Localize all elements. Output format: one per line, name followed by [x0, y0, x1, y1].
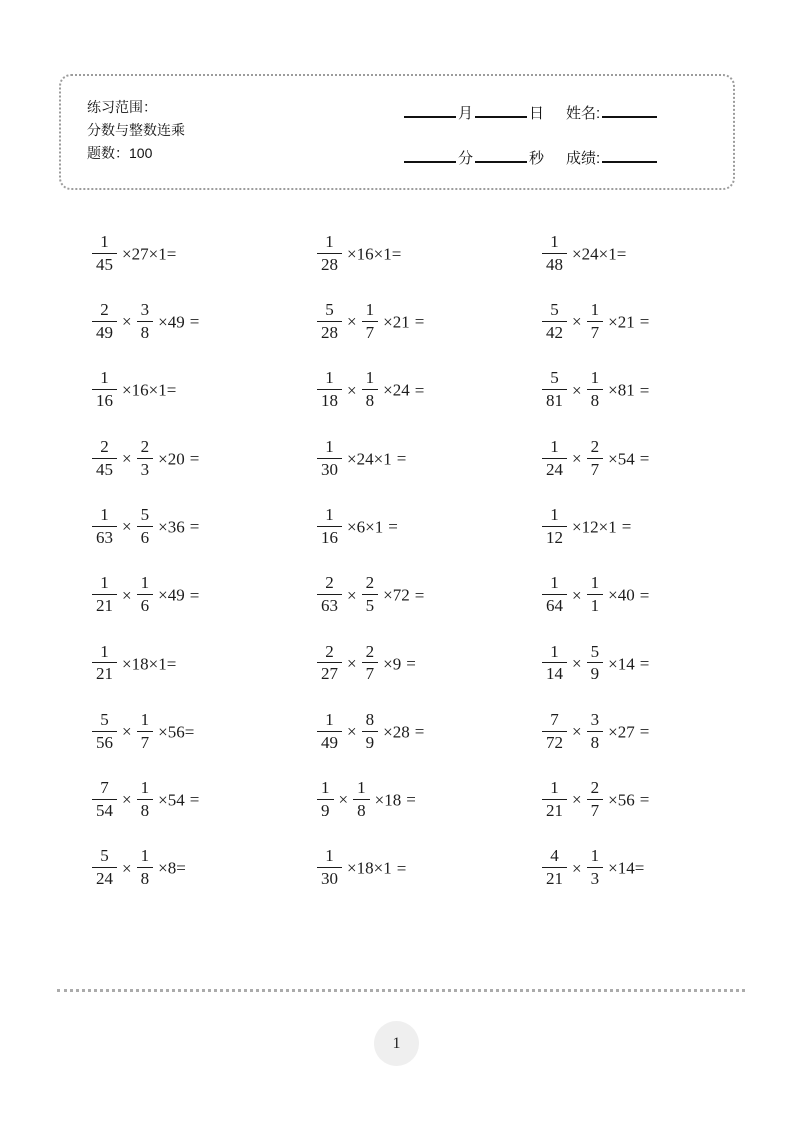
page-number: 1: [392, 1034, 401, 1052]
times-sign: ×: [158, 585, 168, 605]
times-sign: ×: [373, 858, 384, 878]
times-sign: ×: [383, 722, 393, 742]
integer-factor: 49: [167, 585, 185, 605]
fraction: $\frac{1}{3}$: [587, 847, 604, 888]
integer-factor: 1: [158, 653, 167, 673]
fraction: $\frac{1}{21}$: [92, 574, 117, 615]
problem: [92, 709, 317, 754]
times-sign: ×: [122, 790, 132, 810]
integer-factor: 16: [131, 380, 149, 400]
fraction: $\frac{3}{8}$: [587, 711, 604, 752]
problem: [542, 504, 767, 549]
problem-count-label: 题数：100: [87, 145, 153, 161]
problem: [92, 231, 317, 276]
equals-sign: =: [189, 312, 200, 332]
equals-sign: =: [621, 517, 632, 537]
second-label: 秒: [529, 150, 545, 167]
fraction: $\frac{1}{63}$: [92, 506, 117, 547]
fraction: $\frac{7}{54}$: [92, 779, 117, 820]
integer-factor: 49: [167, 312, 185, 332]
equals-sign: =: [639, 312, 650, 332]
equals-sign: =: [189, 517, 200, 537]
times-sign: ×: [608, 448, 618, 468]
problem: [542, 641, 767, 686]
times-sign: ×: [608, 653, 618, 673]
times-sign: ×: [148, 380, 159, 400]
problem: [317, 573, 542, 617]
fraction: $\frac{1}{7}$: [137, 711, 154, 752]
integer-factor: 56: [617, 790, 635, 810]
times-sign: ×: [122, 858, 132, 878]
fraction: $\frac{1}{7}$: [362, 301, 379, 342]
integer-factor: 24: [392, 380, 410, 400]
times-sign: ×: [598, 244, 609, 264]
problem: [317, 436, 542, 481]
fraction: $\frac{5}{56}$: [92, 711, 117, 752]
score-label: 成绩:: [566, 150, 601, 167]
integer-factor: 81: [617, 380, 635, 400]
fraction: $\frac{1}{18}$: [317, 369, 342, 410]
equals-sign: =: [639, 380, 650, 400]
times-sign: ×: [122, 244, 132, 264]
fraction: $\frac{1}{21}$: [542, 779, 567, 820]
times-sign: ×: [572, 858, 582, 878]
fraction: $\frac{5}{9}$: [587, 643, 604, 684]
integer-factor: 9: [392, 653, 402, 673]
integer-factor: 27: [131, 244, 149, 264]
equals-sign: =: [634, 858, 645, 878]
equals-sign: =: [406, 653, 416, 673]
times-sign: ×: [347, 448, 357, 468]
fraction: $\frac{8}{9}$: [362, 711, 379, 752]
integer-factor: 1: [608, 517, 617, 537]
integer-factor: 14: [617, 653, 635, 673]
fraction: $\frac{1}{12}$: [542, 506, 567, 547]
fraction: $\frac{1}{30}$: [317, 438, 342, 479]
day-label: 日: [529, 105, 545, 122]
equals-sign: =: [414, 722, 425, 742]
times-sign: ×: [383, 312, 393, 332]
fraction: $\frac{3}{8}$: [137, 301, 154, 342]
time-score-row: [402, 147, 659, 168]
times-sign: ×: [365, 517, 375, 537]
times-sign: ×: [572, 790, 582, 810]
times-sign: ×: [148, 244, 159, 264]
equals-sign: =: [176, 858, 186, 878]
minute-label: 分: [458, 150, 474, 167]
times-sign: ×: [347, 517, 357, 537]
problem: [317, 368, 542, 412]
times-sign: ×: [158, 517, 168, 537]
integer-factor: 8: [167, 858, 177, 878]
name-label: 姓名:: [566, 105, 601, 122]
times-sign: ×: [572, 448, 582, 468]
fraction: $\frac{5}{42}$: [542, 301, 567, 342]
fraction: $\frac{1}{6}$: [137, 574, 154, 615]
equals-sign: =: [414, 380, 425, 400]
fraction: $\frac{2}{45}$: [92, 438, 117, 479]
equals-sign: =: [391, 244, 402, 264]
fraction: $\frac{2}{63}$: [317, 574, 342, 615]
equals-sign: =: [388, 517, 398, 537]
problem: [542, 231, 767, 276]
problem: [92, 573, 317, 617]
times-sign: ×: [347, 244, 357, 264]
times-sign: ×: [608, 722, 618, 742]
fraction: $\frac{5}{6}$: [137, 506, 154, 547]
times-sign: ×: [122, 448, 132, 468]
fraction: $\frac{1}{30}$: [317, 847, 342, 888]
times-sign: ×: [373, 448, 384, 468]
date-name-row: [402, 102, 659, 123]
times-sign: ×: [608, 585, 618, 605]
day-blank: [475, 116, 527, 118]
problem: [317, 709, 542, 754]
integer-factor: 18: [384, 790, 402, 810]
times-sign: ×: [383, 380, 393, 400]
times-sign: ×: [608, 790, 618, 810]
fraction: $\frac{1}{16}$: [317, 506, 342, 547]
times-sign: ×: [122, 517, 132, 537]
fraction: $\frac{1}{8}$: [137, 779, 154, 820]
equals-sign: =: [639, 448, 650, 468]
problem: [317, 778, 542, 822]
practice-scope-label: 练习范围：: [87, 99, 157, 115]
times-sign: ×: [347, 585, 357, 605]
times-sign: ×: [572, 312, 582, 332]
times-sign: ×: [122, 585, 132, 605]
fraction: $\frac{1}{16}$: [92, 369, 117, 410]
fraction: $\frac{2}{27}$: [317, 643, 342, 684]
integer-factor: 1: [383, 244, 392, 264]
equals-sign: =: [639, 585, 650, 605]
problem: [542, 846, 767, 890]
problem: [542, 368, 767, 412]
times-sign: ×: [347, 380, 357, 400]
minute-blank: [404, 161, 456, 163]
fraction: $\frac{2}{7}$: [362, 643, 379, 684]
fraction: $\frac{1}{8}$: [353, 779, 370, 820]
equals-sign: =: [639, 790, 650, 810]
header-fill-in-area: [402, 76, 732, 188]
times-sign: ×: [598, 517, 609, 537]
times-sign: ×: [122, 380, 132, 400]
times-sign: ×: [148, 653, 159, 673]
integer-factor: 20: [167, 448, 185, 468]
times-sign: ×: [572, 380, 582, 400]
fraction: $\frac{7}{72}$: [542, 711, 567, 752]
equals-sign: =: [406, 790, 416, 810]
integer-factor: 18: [131, 653, 149, 673]
times-sign: ×: [347, 722, 357, 742]
problem: [92, 846, 317, 890]
integer-factor: 40: [617, 585, 635, 605]
fraction: $\frac{1}{8}$: [137, 847, 154, 888]
integer-factor: 36: [167, 517, 185, 537]
name-blank: [602, 116, 657, 118]
fraction: $\frac{2}{5}$: [362, 574, 379, 615]
problems-grid: [92, 221, 767, 904]
integer-factor: 1: [374, 517, 384, 537]
problem: [317, 504, 542, 549]
integer-factor: 1: [383, 448, 392, 468]
times-sign: ×: [158, 312, 168, 332]
integer-factor: 56: [167, 722, 185, 742]
equals-sign: =: [189, 790, 200, 810]
fraction: $\frac{1}{9}$: [317, 779, 334, 820]
times-sign: ×: [122, 722, 132, 742]
times-sign: ×: [122, 312, 132, 332]
equals-sign: =: [184, 722, 195, 742]
equals-sign: =: [396, 448, 407, 468]
times-sign: ×: [347, 653, 357, 673]
problem: [542, 709, 767, 754]
header-box: [59, 74, 735, 190]
equals-sign: =: [189, 585, 200, 605]
problem: [92, 641, 317, 686]
problem: [92, 436, 317, 481]
fraction: $\frac{1}{45}$: [92, 233, 117, 274]
equals-sign: =: [639, 653, 650, 673]
integer-factor: 24: [356, 448, 374, 468]
fraction: $\frac{5}{24}$: [92, 847, 117, 888]
integer-factor: 1: [158, 380, 167, 400]
problem: [542, 573, 767, 617]
problem: [542, 300, 767, 344]
times-sign: ×: [572, 722, 582, 742]
problem: [542, 436, 767, 481]
fraction: $\frac{2}{3}$: [137, 438, 154, 479]
times-sign: ×: [347, 858, 357, 878]
times-sign: ×: [608, 858, 618, 878]
integer-factor: 28: [392, 722, 410, 742]
fraction: $\frac{1}{1}$: [587, 574, 604, 615]
times-sign: ×: [347, 312, 357, 332]
times-sign: ×: [572, 585, 582, 605]
times-sign: ×: [338, 790, 349, 810]
fraction: $\frac{2}{7}$: [587, 779, 604, 820]
equals-sign: =: [189, 448, 200, 468]
times-sign: ×: [122, 653, 132, 673]
fraction: $\frac{1}{49}$: [317, 711, 342, 752]
practice-scope-value: 分数与整数连乘: [87, 122, 185, 138]
integer-factor: 27: [617, 722, 635, 742]
times-sign: ×: [158, 790, 168, 810]
integer-factor: 72: [392, 585, 410, 605]
equals-sign: =: [166, 244, 177, 264]
problem: [317, 300, 542, 344]
times-sign: ×: [158, 722, 168, 742]
times-sign: ×: [572, 244, 582, 264]
integer-factor: 6: [356, 517, 366, 537]
page-number-badge: [374, 1021, 419, 1066]
problem: [92, 368, 317, 412]
fraction: $\frac{1}{64}$: [542, 574, 567, 615]
month-blank: [404, 116, 456, 118]
fraction: $\frac{1}{24}$: [542, 438, 567, 479]
fraction: $\frac{1}{8}$: [587, 369, 604, 410]
problem: [92, 778, 317, 822]
equals-sign: =: [616, 244, 627, 264]
fraction: $\frac{5}{28}$: [317, 301, 342, 342]
equals-sign: =: [396, 858, 407, 878]
problem: [317, 846, 542, 890]
times-sign: ×: [373, 244, 384, 264]
fraction: $\frac{5}{81}$: [542, 369, 567, 410]
month-label: 月: [458, 105, 474, 122]
fraction: $\frac{2}{49}$: [92, 301, 117, 342]
times-sign: ×: [383, 653, 393, 673]
times-sign: ×: [374, 790, 385, 810]
times-sign: ×: [572, 517, 582, 537]
integer-factor: 18: [356, 858, 374, 878]
integer-factor: 54: [617, 448, 635, 468]
times-sign: ×: [572, 653, 582, 673]
integer-factor: 1: [158, 244, 167, 264]
score-blank: [602, 161, 657, 163]
times-sign: ×: [158, 448, 168, 468]
fraction: $\frac{1}{28}$: [317, 233, 342, 274]
equals-sign: =: [166, 653, 177, 673]
fraction: $\frac{1}{8}$: [362, 369, 379, 410]
fraction: $\frac{2}{7}$: [587, 438, 604, 479]
integer-factor: 12: [581, 517, 599, 537]
times-sign: ×: [383, 585, 393, 605]
times-sign: ×: [608, 312, 618, 332]
fraction: $\frac{1}{7}$: [587, 301, 604, 342]
equals-sign: =: [639, 722, 650, 742]
integer-factor: 1: [608, 244, 617, 264]
times-sign: ×: [158, 858, 168, 878]
equals-sign: =: [166, 380, 177, 400]
fraction: $\frac{1}{14}$: [542, 643, 567, 684]
integer-factor: 1: [383, 858, 392, 878]
problem: [92, 504, 317, 549]
times-sign: ×: [608, 380, 618, 400]
second-blank: [475, 161, 527, 163]
fraction: $\frac{4}{21}$: [542, 847, 567, 888]
problem: [542, 778, 767, 822]
integer-factor: 14: [617, 858, 635, 878]
problem: [317, 641, 542, 686]
problem: [92, 300, 317, 344]
integer-factor: 54: [167, 790, 185, 810]
equals-sign: =: [414, 585, 425, 605]
integer-factor: 21: [392, 312, 410, 332]
footer-dotted-line: [57, 989, 745, 992]
fraction: $\frac{1}{21}$: [92, 643, 117, 684]
integer-factor: 24: [581, 244, 599, 264]
integer-factor: 16: [356, 244, 374, 264]
header-info: [87, 96, 185, 165]
equals-sign: =: [414, 312, 425, 332]
fraction: $\frac{1}{48}$: [542, 233, 567, 274]
integer-factor: 21: [617, 312, 635, 332]
problem: [317, 231, 542, 276]
